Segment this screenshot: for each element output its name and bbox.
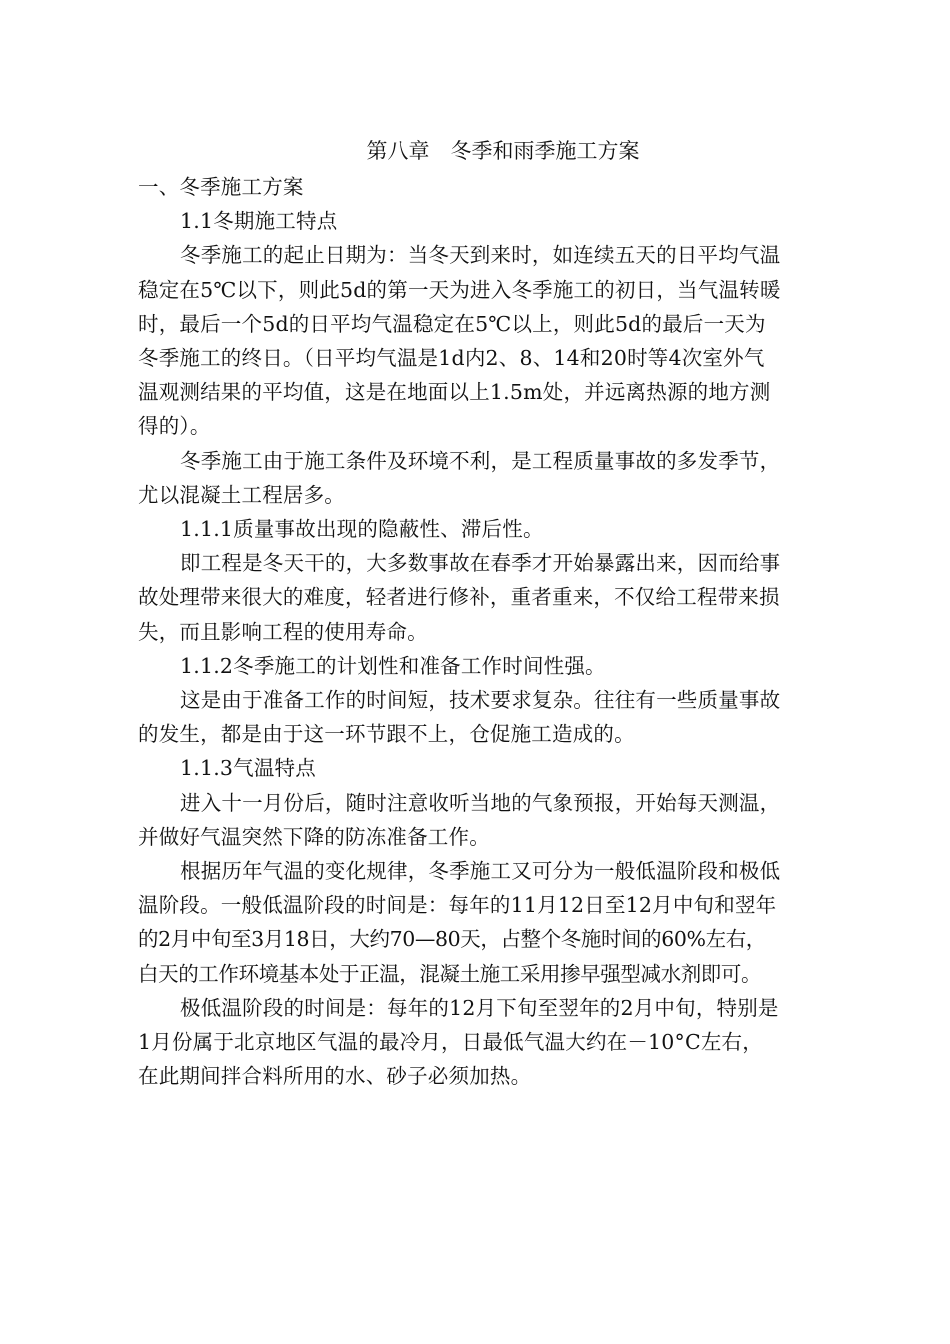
text-line: 极低温阶段的时间是：每年的12月下旬至翌年的2月中旬，特别是 xyxy=(180,995,779,1020)
text-line: 冬季施工由于施工条件及环境不利，是工程质量事故的多发季节， xyxy=(180,448,781,473)
text-line: 得的）。 xyxy=(138,414,211,439)
text-line: 白天的工作环境基本处于正温，混凝土施工采用掺早强型减水剂即可。 xyxy=(138,961,762,986)
text-line: 尤以混凝土工程居多。 xyxy=(138,482,345,507)
text-line: 1月份属于北京地区气温的最冷月，日最低气温大约在－10°C左右， xyxy=(138,1030,763,1055)
text-line: 冬季施工的终日。（日平均气温是1d内2、8、14和20时等4次室外气 xyxy=(138,346,765,371)
chapter-title: 第八章 冬季和雨季施工方案 xyxy=(366,139,640,163)
text-line: 稳定在5℃以下，则此5d的第一天为进入冬季施工的初日，当气温转暖 xyxy=(138,277,781,302)
body-text xyxy=(138,204,838,1093)
text-line: 即工程是冬天干的，大多数事故在春季才开始暴露出来，因而给事 xyxy=(180,551,781,576)
text-line: 在此期间拌合料所用的水、砂子必须加热。 xyxy=(138,1064,532,1089)
text-line: 并做好气温突然下降的防冻准备工作。 xyxy=(138,824,490,849)
section-heading: 一、冬季施工方案 xyxy=(138,175,304,199)
text-line: 的2月中旬至3月18日，大约70—80天，占整个冬施时间的60%左右， xyxy=(138,927,766,952)
text-line: 根据历年气温的变化规律，冬季施工又可分为一般低温阶段和极低 xyxy=(180,859,781,884)
text-line: 故处理带来很大的难度，轻者进行修补，重者重来，不仅给工程带来损 xyxy=(138,585,780,610)
text-line: 温阶段。一般低温阶段的时间是：每年的11月12日至12月中旬和翌年 xyxy=(138,893,777,918)
text-line: 1.1冬期施工特点 xyxy=(180,209,338,234)
text-line: 1.1.3气温特点 xyxy=(180,756,316,781)
text-line: 温观测结果的平均值，这是在地面以上1.5m处，并远离热源的地方测 xyxy=(138,380,771,405)
text-line: 冬季施工的起止日期为：当冬天到来时，如连续五天的日平均气温 xyxy=(180,243,781,268)
text-line: 的发生，都是由于这一环节跟不上，仓促施工造成的。 xyxy=(138,722,635,747)
text-line: 这是由于准备工作的时间短，技术要求复杂。往往有一些质量事故 xyxy=(180,688,781,713)
text-line: 1.1.1质量事故出现的隐蔽性、滞后性。 xyxy=(180,517,544,542)
text-line: 1.1.2冬季施工的计划性和准备工作时间性强。 xyxy=(180,653,606,678)
document-page xyxy=(138,132,838,1093)
text-line: 时，最后一个5d的日平均气温稳定在5℃以上，则此5d的最后一天为 xyxy=(138,311,766,336)
text-line: 进入十一月份后，随时注意收听当地的气象预报，开始每天测温， xyxy=(180,790,781,815)
text-line: 失，而且影响工程的使用寿命。 xyxy=(138,619,428,644)
